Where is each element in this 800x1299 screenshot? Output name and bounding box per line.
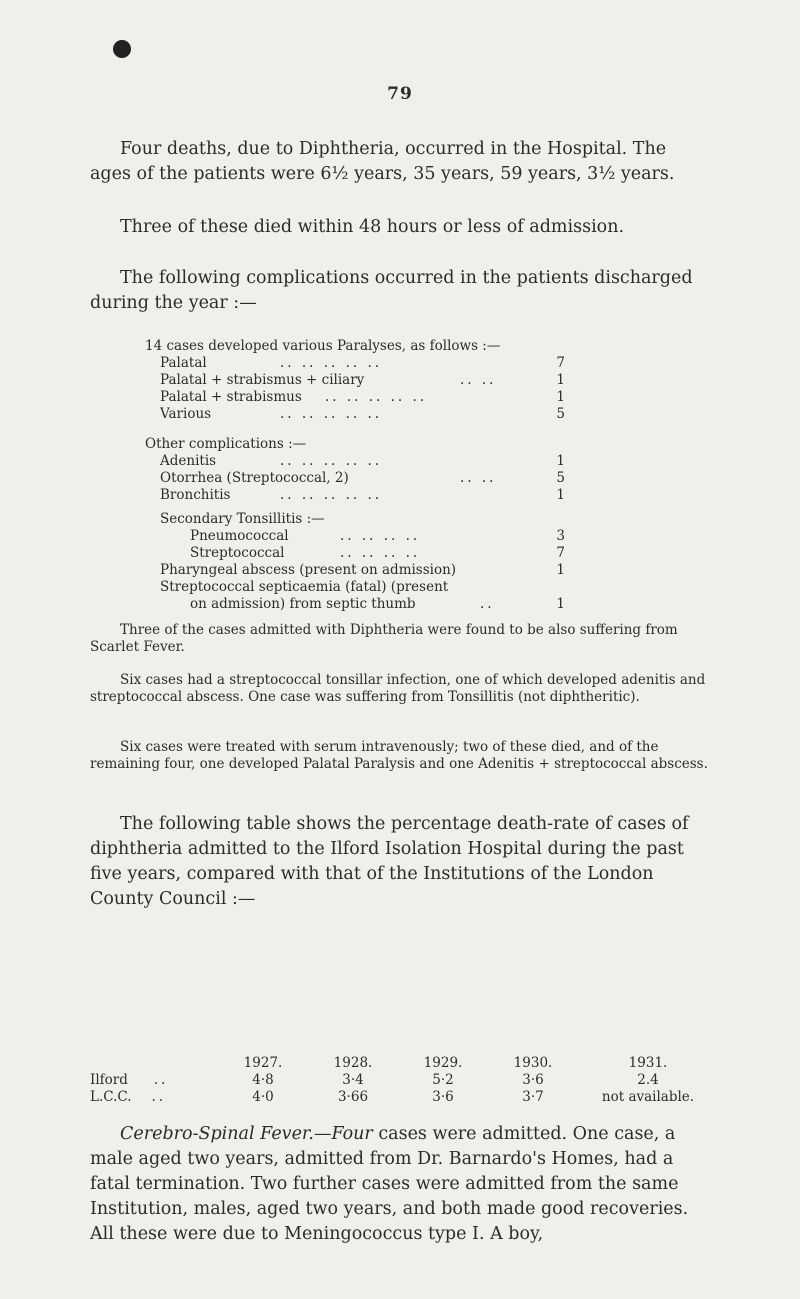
list-item: Various .. .. .. .. .. 5 xyxy=(160,406,565,422)
table-row: Ilford .. 4·8 3·4 5·2 3·6 2.4 xyxy=(90,1071,659,1088)
list-item: Otorrhea (Streptococcal, 2) .. .. 5 xyxy=(160,470,565,486)
list-item: Pneumococcal .. .. .. .. 3 xyxy=(190,528,565,544)
scarlet-fever-note: Three of the cases admitted with Diphtheria were found to be also suffering from Scarlet Fever. xyxy=(90,622,678,655)
list-item: Bronchitis .. .. .. .. .. 1 xyxy=(160,487,565,503)
table-row: L.C.C. .. 4·0 3·66 3·6 3·7 not available. xyxy=(90,1088,695,1105)
within-48-hours-paragraph: Three of these died within 48 hours or less of admission. xyxy=(120,217,625,237)
complications-intro: The following complications occurred in the patients discharged during the year :— xyxy=(90,268,693,313)
year-header: 1929. xyxy=(423,1054,463,1071)
streptococcal-note: Six cases had a streptococcal tonsillar infection, one of which developed adenitis and streptococcal abscess. One case was suffering from Tonsillitis (not diphtheritic). xyxy=(90,672,706,705)
list-item: Palatal + strabismus + ciliary .. .. 1 xyxy=(160,372,565,388)
list-item: Palatal + strabismus .. .. .. .. .. 1 xyxy=(160,389,565,405)
list-item: Adenitis .. .. .. .. .. 1 xyxy=(160,453,565,469)
death-rate-intro: The following table shows the percentage death-rate of cases of diphtheria admitted to the Ilford Isolation Hospital during the past five years, compared with that of the Institutions of the London County Council :— xyxy=(90,814,689,909)
table-header-row xyxy=(90,1054,718,1071)
complications-list xyxy=(145,338,625,618)
ink-blot xyxy=(113,40,131,58)
year-header: 1927. xyxy=(243,1054,283,1071)
deaths-paragraph: Four deaths, due to Diphtheria, occurred in the Hospital. The ages of the patients were 6½ years, 35 years, 59 years, 3½ years. xyxy=(90,139,675,184)
other-heading: Other complications :— xyxy=(145,436,307,452)
list-item: Pharyngeal abscess (present on admission) 1 xyxy=(160,562,565,578)
serum-note: Six cases were treated with serum intravenously; two of these died, and of the remaining four, one developed Palatal Paralysis and one Adenitis + streptococcal abscess. xyxy=(90,739,708,772)
section-title: Cerebro-Spinal Fever. xyxy=(120,1124,314,1144)
paralyses-heading: 14 cases developed various Paralyses, as follows :— xyxy=(145,338,501,354)
death-rate-table xyxy=(90,1054,718,1105)
list-item: Streptococcal .. .. .. .. 7 xyxy=(190,545,565,561)
year-header: 1931. xyxy=(628,1054,668,1071)
list-item: Palatal .. .. .. .. .. 7 xyxy=(160,355,565,371)
page-number: 79 xyxy=(387,84,413,104)
cerebro-spinal-paragraph: Cerebro-Spinal Fever.—Four cases were admitted. One case, a male aged two years, admitted from Dr. Barnardo's Homes, had a fatal termination. Two further cases were admitted from the same Institution, males, aged two years, and both made good recoveries. All these were due to Meningococcus type I. A boy, xyxy=(90,1124,689,1244)
list-item: Streptococcal septicaemia (fatal) (present xyxy=(160,579,449,595)
year-header: 1928. xyxy=(333,1054,373,1071)
year-header: 1930. xyxy=(513,1054,553,1071)
list-item: on admission) from septic thumb .. 1 xyxy=(190,596,565,612)
tonsillitis-heading: Secondary Tonsillitis :— xyxy=(160,511,325,527)
